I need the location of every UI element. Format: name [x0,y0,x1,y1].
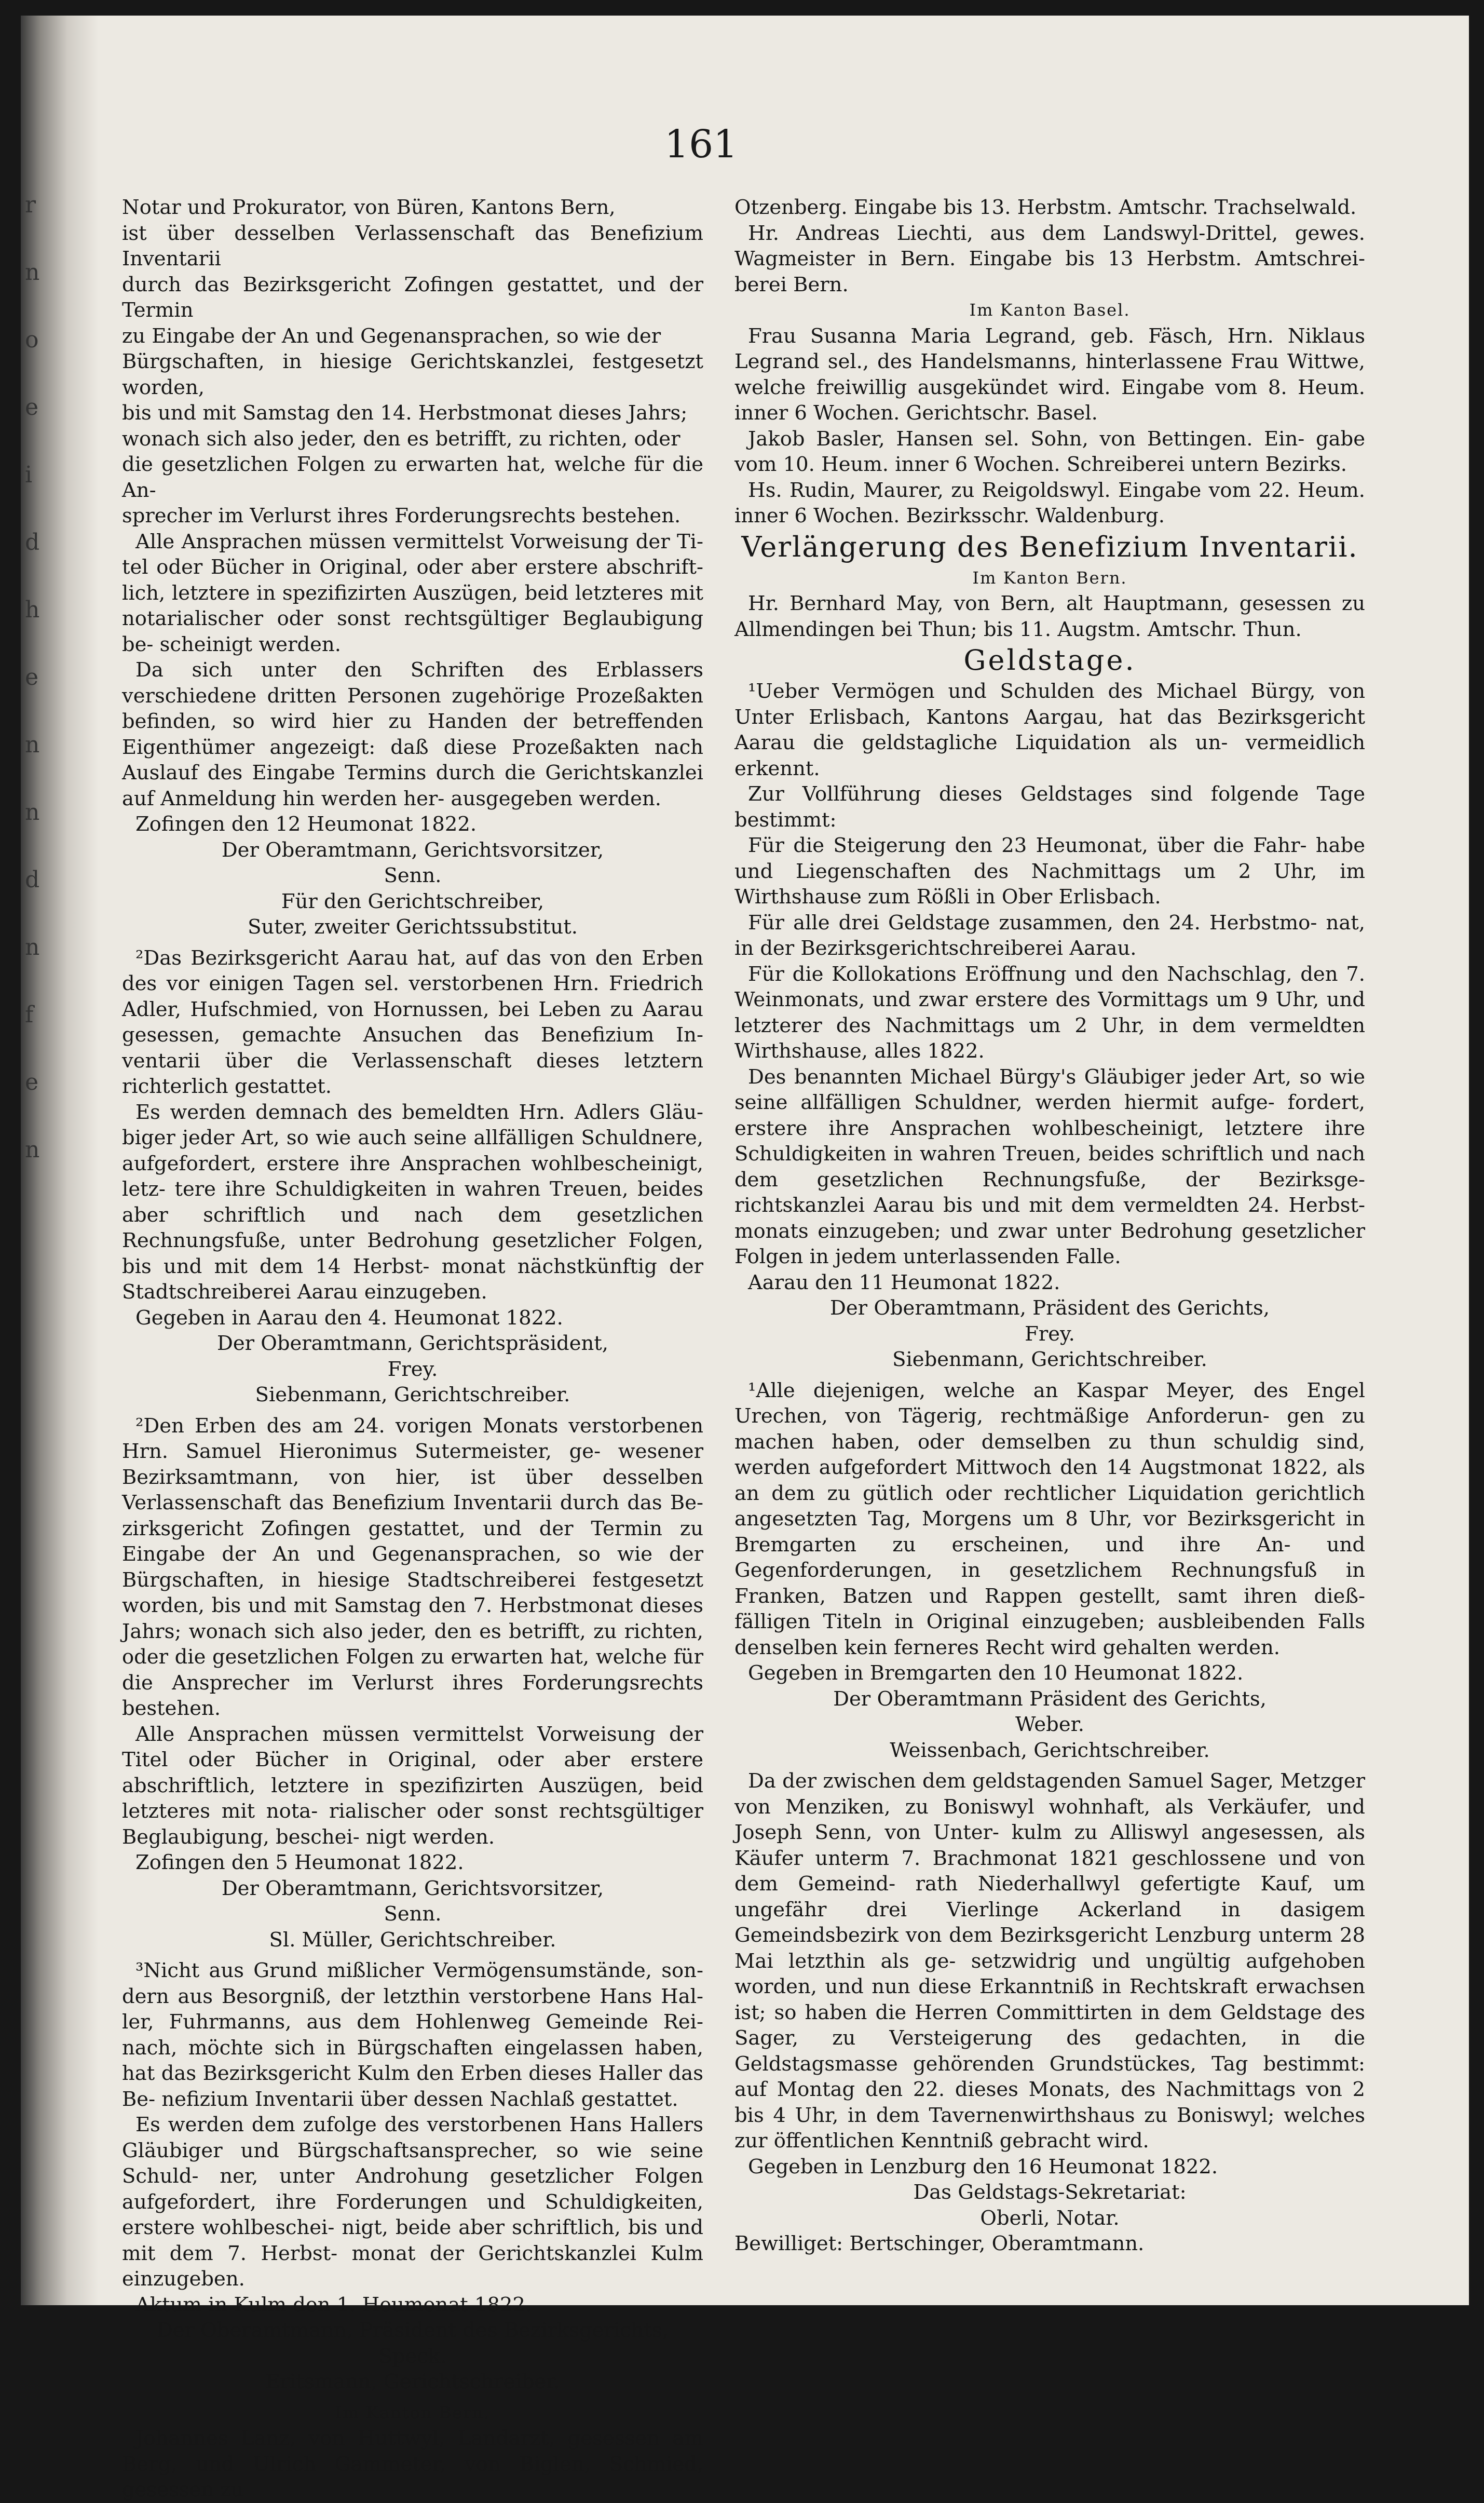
notice-1-line: Notar und Prokurator, von Büren, Kantons Bern, [122,196,616,219]
notice-1-line: wonach sich also jeder, den es betrifft, zu richten, oder [122,427,680,451]
geldstag-1-paragraph-6: Des benannten Michael Bürgy's Gläubiger jeder Art, so wie seine allfälligen Schuldner, werden hiermit aufge- fordert, erstere ihre Ansprachen wohlbescheinigt, letztere ihre Schuldigkeiten in wahren Treuen, beides schriftlich und nach dem gesetzlichen Rechnungsfuße, der Bezirksge- richtskanzlei Aarau bis und mit dem vermeldten 24. Herbst- monats einzugeben; und zwar unter Bedrohung gesetzlicher Folgen in jedem unterlassenden Falle. [734,1065,1365,1268]
geldstag-1-paragraph-4: Für alle drei Geldstage zusammen, den 24. Herbstmo- nat, in der Bezirksgerichtschreiberei Aarau. [734,911,1365,960]
notice-2-signature-3: Siebenmann, Gerichtschreiber. [255,1383,570,1406]
geldstag-1-paragraph-5: Für die Kollokations Eröffnung und den Nachschlag, den 7. Weinmonats, und zwar erstere des Vormittags um 9 Uhr, und letzterer des Nachmittags um 2 Uhr, in dem vermeldten Wirthshause, alles 1822. [734,962,1365,1063]
notice-1-line: ist über desselben Verlassenschaft das Benefizium Inventarii [122,221,703,270]
notice-2-paragraph-2: Es werden demnach des bemeldten Hrn. Adlers Gläu- biger jeder Art, so wie auch seine allfälligen Schuldnere, aufgefordert, erstere ihre Ansprachen wohlbescheinigt, letz- tere ihre Schuldigkeiten in wahren Treuen, beides aber schriftlich und nach dem gesetzlichen Rechnungsfuße, unter Bedrohung gesetzlicher Folgen, bis und mit dem 14 Herbst- monat nächstkünftig der Stadtschreiberei Aarau einzugeben. [122,1100,703,1304]
notice-1-paragraph-3: Da sich unter den Schriften des Erblassers verschiedene dritten Personen zugehörige Prozeßakten befinden, so wird hier zu Handen der betreffenden Eigenthümer angezeigt: daß diese Prozeßakten nach Auslauf des Eingabe Termins durch die Gerichtskanzlei auf Anmeldung hin werden her- ausgegeben werden. [122,658,703,810]
notice-1-signature-1: Der Oberamtmann, Gerichtsvorsitzer, [221,838,604,862]
notice-2-paragraph-1: ²Das Bezirksgericht Aarau hat, auf das von den Erben des vor einigen Tagen sel. verstorbenen Hrn. Friedrich Adler, Hufschmied, von Hornussen, bei Leben zu Aarau gesessen, gemachte Ansuchen das Benefizium In- ventarii über die Verlassenschaft dieses letztern richterlich gestattet. [122,946,703,1098]
notice-2-signature-2: Frey. [387,1357,438,1381]
geldstag-1-signature-1: Der Oberamtmann, Präsident des Gerichts, [830,1296,1270,1320]
spine-letter: e [25,1069,39,1095]
geldstag-1-signature-3: Siebenmann, Gerichtschreiber. [892,1348,1207,1371]
geldstag-3-date: Gegeben in Lenzburg den 16 Heumonat 1822. [748,2155,1218,2179]
bern-continuation-1: Otzenberg. Eingabe bis 13. Herbstm. Amtschr. Trachselwald. [734,196,1357,219]
notice-1-line: zu Eingabe der An und Gegenansprachen, so wie der [122,324,661,348]
page-number: 161 [664,122,738,167]
geldstag-3-signature-1: Das Geldstags-Sekretariat: [913,2181,1187,2204]
notice-1-opening-lines [122,195,703,529]
notice-2-signature-1: Der Oberamtmann, Gerichtspräsident, [216,1332,608,1355]
notice-2-date: Gegeben in Aarau den 4. Heumonat 1822. [135,1306,563,1330]
spine-letter: n [25,1137,40,1163]
section-heading-geldstage: Geldstage. [963,644,1136,677]
notice-1-signature-3: Für den Gerichtschreiber, [281,889,544,913]
spine-letter: n [25,934,40,960]
basel-entry-1: Frau Susanna Maria Legrand, geb. Fäsch, Hrn. Niklaus Legrand sel., des Handelsmanns, hinterlassene Frau Wittwe, welche freiwillig ausgekündet wird. Eingabe vom 8. Heum. inner 6 Wochen. Gerichtschr. Basel. [734,324,1365,425]
adjacent-page-letters [25,171,46,1184]
notice-4-date: Aktum in Kulm den 1. Heumonat 1822. [135,2293,532,2317]
notice-4-signature-1: Der Oberamtmann, Präsident des Bezirksgerichts, [157,2319,669,2342]
left-column [122,195,703,2503]
geldstag-3-approval: Bewilliget: Bertschinger, Oberamtmann. [734,2232,1145,2255]
spine-letter: i [25,462,33,488]
notice-1-line: sprecher im Verlurst ihres Forderungsrechts bestehen. [122,504,681,527]
notice-1-signature-2: Senn. [384,864,442,887]
geldstag-2-signature-3: Weissenbach, Gerichtschreiber. [890,1738,1210,1762]
geldstag-1-paragraph-3: Für die Steigerung den 23 Heumonat, über die Fahr- habe und Liegenschaften des Nachmittags um 2 Uhr, im Wirthshause zum Rößli in Ober Erlisbach. [734,834,1365,909]
notice-1-date: Zofingen den 12 Heumonat 1822. [135,813,477,836]
notice-1-line: die gesetzlichen Folgen zu erwarten hat, welche für die An- [122,453,703,502]
notice-1-line: durch das Bezirksgericht Zofingen gestattet, und der Termin [122,273,703,322]
lanz-entry: Johannes Lanz, von Huttwyl, Landarzt, gesessen am Berg, und Ulrich Gammeter, von Biglen, Schmied, gesessen zu [122,2427,703,2501]
notice-1-paragraph-2: Alle Ansprachen müssen vermittelst Vorweisung der Ti- tel oder Bücher in Original, oder aber erstere abschrift- lich, letztere in spezifizirten Auszügen, beid letzteres mit notarialischer oder sonst rechtsgültiger Beglaubigung be- scheinigt werden. [122,530,703,656]
geldstag-1-signature-2: Frey. [1025,1322,1075,1346]
geldstag-1-paragraph-1: ¹Ueber Vermögen und Schulden des Michael Bürgy, von Unter Erlisbach, Kantons Aargau, hat das Bezirksgericht Aarau die geldstagliche Liquidation als un- vermeidlich erkennt. [734,680,1365,780]
geldstag-2-signature-1: Der Oberamtmann Präsident des Gerichts, [833,1687,1267,1711]
geldstag-3-signature-2: Oberli, Notar. [980,2206,1120,2230]
spine-letter: n [25,799,40,826]
basel-entry-3: Hs. Rudin, Maurer, zu Reigoldswyl. Eingabe vom 22. Heum. inner 6 Wochen. Bezirksschr. Waldenburg. [734,478,1365,527]
basel-entry-2: Jakob Basler, Hansen sel. Sohn, von Bettingen. Ein- gabe vom 10. Heum. inner 6 Wochen. Schreiberei untern Bezirks. [734,427,1365,476]
spine-letter: d [25,529,40,556]
extension-entry: Hr. Bernhard May, von Bern, alt Hauptmann, gesessen zu Allmendingen bei Thun; bis 11. Augstm. Amtschr. Thun. [734,592,1365,641]
canton-bern-heading: Im Kanton Bern. [335,2402,491,2423]
spine-letter: h [25,597,40,623]
notice-3-paragraph-2: Alle Ansprachen müssen vermittelst Vorweisung der Titel oder Bücher in Original, oder aber erstere abschriftlich, letztere in spezifizirten Auszügen, beid letzteres mit nota- rialischer oder sonst rechtsgültiger Beglaubigung, beschei- nigt werden. [122,1722,703,1849]
geldstag-3-paragraph-1: Da der zwischen dem geldstagenden Samuel Sager, Metzger von Menziken, zu Boniswyl wohnhaft, als Verkäufer, und Joseph Senn, von Unter- kulm zu Alliswyl angesessen, als Käufer unterm 7. Brachmonat 1821 geschlossene und von dem Gemeind- rath Niederhallwyl gefertigte Kauf, um ungefähr drei Vierlinge Ackerland in dasigem Gemeindsbezirk von dem Bezirksgericht Lenzburg unterm 28 Mai letzthin als ge- setzwidrig und ungültig aufgehoben worden, und nun diese Erkanntniß in Rechtskraft erwachsen ist; so haben die Herren Committirten in dem Geldstage des Sager, zu Versteigerung des gedachten, in die Geldstagsmasse gehörenden Grundstückes, Tag bestimmt: auf Montag den 22. dieses Monats, des Nachmittags von 2 bis 4 Uhr, in dem Tavernenwirthshaus zu Boniswyl; welches zur öffentlichen Kenntniß gebracht wird. [734,1769,1365,2153]
geldstag-1-date: Aarau den 11 Heumonat 1822. [748,1270,1060,1294]
notice-3-signature-2: Senn. [384,1902,442,1926]
bern-continuation-2: Hr. Andreas Liechti, aus dem Landswyl-Drittel, gewes. Wagmeister in Bern. Eingabe bis 13 Herbstm. Amtschrei- berei Bern. [734,221,1365,296]
notice-4-paragraph-1: ³Nicht aus Grund mißlicher Vermögensumstände, son- dern aus Besorgniß, der letzthin verstorbene Hans Hal- ler, Fuhrmanns, aus dem Hohlenweg Gemeinde Rei- nach, möchte sich in Bürgschaften eingelassen haben, hat das Bezirksgericht Kulm den Erben dieses Haller das Be- nefizium Inventarii über dessen Nachlaß gestattet. [122,1959,703,2111]
spine-letter: e [25,394,39,421]
geldstag-2-paragraph-1: ¹Alle diejenigen, welche an Kaspar Meyer, des Engel Urechen, von Tägerig, rechtmäßige Anforderun- gen zu machen haben, oder demselben zu thun schuldig sind, werden aufgefordert Mittwoch den 14 Augstmonat 1822, als an dem zu gütlich oder rechtlicher Liquidation gerichtlich angesetzten Tag, Morgens um 8 Uhr, vor Bezirksgericht in Bremgarten zu erscheinen, und ihre An- und Gegenforderungen, in gesetzlichem Rechnungsfuß in Franken, Batzen und Rappen gestellt, samt ihren dieß- fälligen Titeln in Original einzugeben; ausbleibenden Falls denselben kein ferneres Recht wird gehalten werden. [734,1378,1365,1659]
notice-1-line: Bürgschaften, in hiesige Gerichtskanzlei, festgesetzt worden, [122,350,703,399]
spine-letter: d [25,867,40,893]
section-heading-extension: Verlängerung des Benefizium Inventarii. [741,530,1358,563]
notice-4-paragraph-2: Es werden dem zufolge des verstorbenen Hans Hallers Gläubiger und Bürgschaftsansprecher, so wie seine Schuld- ner, unter Androhung gesetzlicher Folgen aufgefordert, ihre Forderungen und Schuldigkeiten, erstere wohlbeschei- nigt, beide aber schriftlich, bis und mit dem 7. Herbst- monat der Gerichtskanzlei Kulm einzugeben. [122,2113,703,2291]
notice-3-date: Zofingen den 5 Heumonat 1822. [135,1851,464,1874]
extension-canton-heading: Im Kanton Bern. [972,567,1127,588]
notice-1-signature-4: Suter, zweiter Gerichtssubstitut. [248,915,578,939]
geldstag-2-signature-2: Weber. [1015,1713,1085,1736]
notice-1-line: bis und mit Samstag den 14. Herbstmonat dieses Jahrs; [122,401,688,425]
notice-3-paragraph-1: ²Den Erben des am 24. vorigen Monats verstorbenen Hrn. Samuel Hieronimus Sutermeister, ge- wesener Bezirksamtmann, von hier, ist über desselben Verlassenschaft das Benefizium Inventarii durch das Be- zirksgericht Zofingen gestattet, und der Termin zu Eingabe der An und Gegenansprachen, so wie der Bürgschaften, in hiesige Stadtschreiberei festgesetzt worden, bis und mit Samstag den 7. Herbstmonat dieses Jahrs; wonach sich also jeder, den es betrifft, zu richten, oder die gesetzlichen Folgen zu erwarten hat, welche für die Ansprecher im Verlurst ihres Forderungsrechts bestehen. [122,1414,703,1720]
spine-letter: f [25,1002,34,1028]
notice-4-signature-3: Eritsmann, Gerichtschreiber. [265,2370,560,2393]
spine-letter: n [25,259,40,286]
newspaper-page [21,16,1469,2501]
geldstag-2-date: Gegeben in Bremgarten den 10 Heumonat 1822. [748,1661,1244,1685]
notice-4-signature-2: Speck. [378,2344,447,2368]
notice-3-signature-1: Der Oberamtmann, Gerichtsvorsitzer, [221,1876,604,1900]
spine-letter: n [25,732,40,758]
page-spine-shadow [21,16,99,2305]
right-column [734,195,1365,2257]
spine-letter: e [25,664,39,691]
spine-letter: o [25,327,39,353]
notice-3-signature-3: Sl. Müller, Gerichtschreiber. [269,1928,556,1952]
canton-basel-heading: Im Kanton Basel. [969,300,1131,320]
spine-letter: r [25,192,36,218]
geldstag-1-paragraph-2: Zur Vollführung dieses Geldstages sind folgende Tage bestimmt: [734,782,1365,832]
